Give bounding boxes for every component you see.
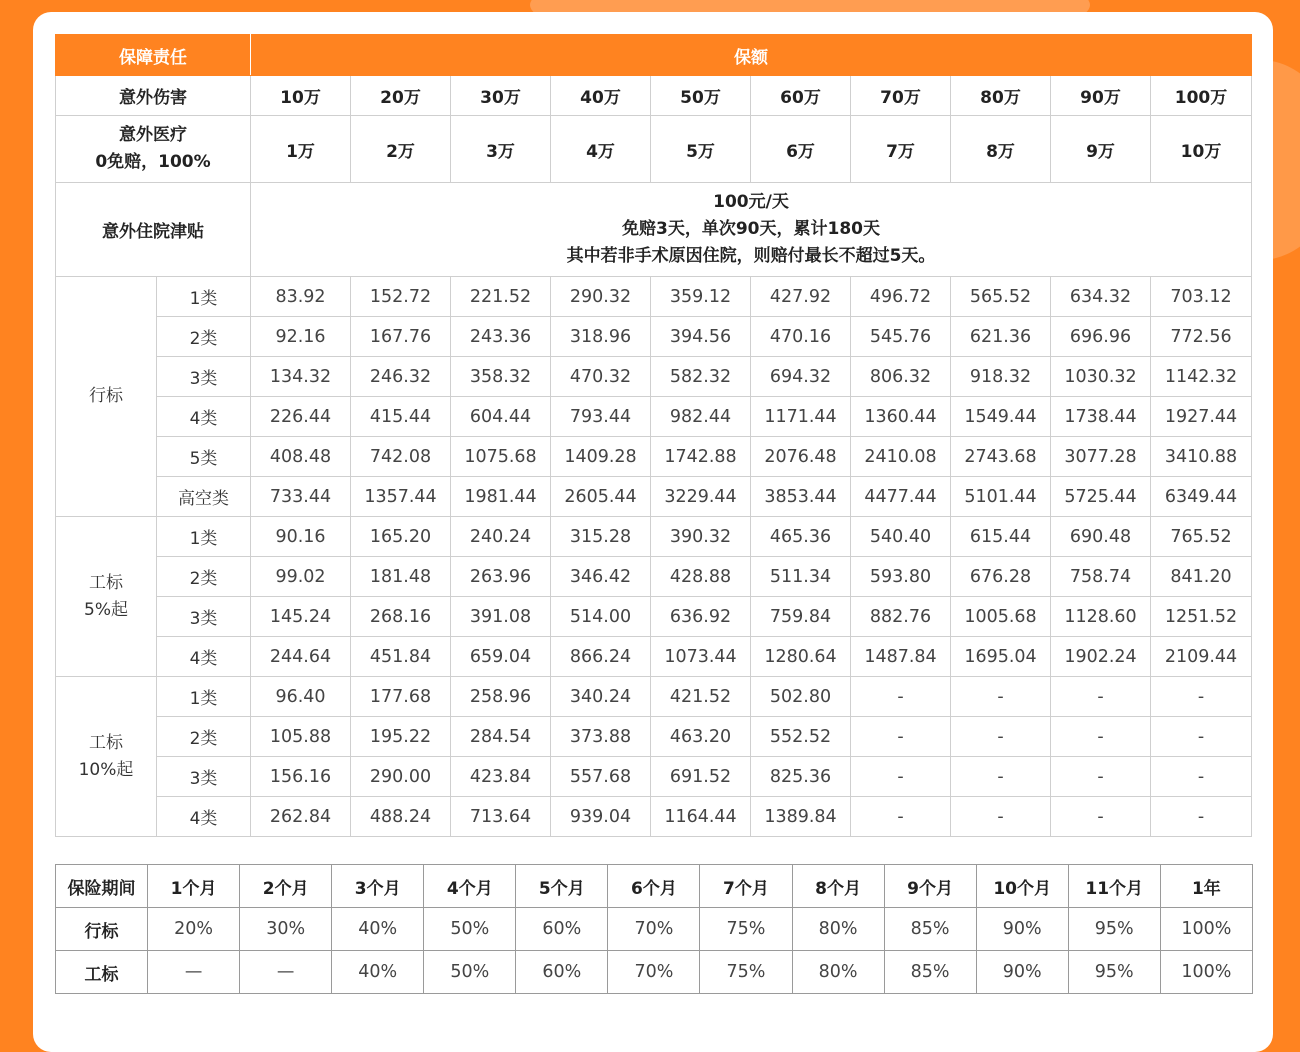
premium-cell: - xyxy=(1151,677,1252,717)
amount-cell: 3万 xyxy=(451,116,551,183)
premium-cell: 463.20 xyxy=(651,717,751,757)
premium-cell: 691.52 xyxy=(651,757,751,797)
premium-cell: 825.36 xyxy=(751,757,851,797)
premium-cell: 1171.44 xyxy=(751,397,851,437)
group-label-line1: 行标 xyxy=(89,386,123,406)
premium-row xyxy=(56,757,1252,797)
amount-cell: 7万 xyxy=(851,116,951,183)
premium-cell: 2076.48 xyxy=(751,437,851,477)
group-label-line2: 5%起 xyxy=(84,599,128,620)
premium-cell: 502.80 xyxy=(751,677,851,717)
occupation-class: 1类 xyxy=(157,517,251,557)
row-label-line2: 0免赔，100% xyxy=(95,152,211,172)
premium-cell: 83.92 xyxy=(251,277,351,317)
premium-cell: 806.32 xyxy=(851,357,951,397)
period-cell: 5个月 xyxy=(516,865,608,908)
premium-cell: 470.16 xyxy=(751,317,851,357)
premium-cell: 340.24 xyxy=(551,677,651,717)
rate-cell: 60% xyxy=(516,951,608,994)
period-cell: 9个月 xyxy=(884,865,976,908)
occupation-class: 2类 xyxy=(157,317,251,357)
premium-cell: 636.92 xyxy=(651,597,751,637)
period-cell: 10个月 xyxy=(976,865,1068,908)
premium-cell: 2743.68 xyxy=(951,437,1051,477)
hospital-allowance-row xyxy=(56,183,1252,277)
rate-cell: 90% xyxy=(976,908,1068,951)
premium-cell: 1251.52 xyxy=(1151,597,1252,637)
accident-injury-row xyxy=(56,76,1252,116)
premium-cell: - xyxy=(851,677,951,717)
rate-cell: 40% xyxy=(332,951,424,994)
premium-row xyxy=(56,317,1252,357)
premium-cell: 488.24 xyxy=(351,797,451,837)
premium-cell: - xyxy=(1151,717,1252,757)
coverage-header: 保障责任 xyxy=(56,35,251,76)
premium-cell: 1142.32 xyxy=(1151,357,1252,397)
premium-cell: 165.20 xyxy=(351,517,451,557)
premium-cell: 2109.44 xyxy=(1151,637,1252,677)
content-card xyxy=(33,12,1273,1052)
premium-cell: 659.04 xyxy=(451,637,551,677)
period-rate-row xyxy=(56,908,1253,951)
premium-cell: 134.32 xyxy=(251,357,351,397)
premium-cell: 765.52 xyxy=(1151,517,1252,557)
premium-cell: 841.20 xyxy=(1151,557,1252,597)
group-label xyxy=(56,277,157,517)
premium-cell: 918.32 xyxy=(951,357,1051,397)
premium-cell: 1487.84 xyxy=(851,637,951,677)
amount-cell: 5万 xyxy=(651,116,751,183)
premium-cell: 465.36 xyxy=(751,517,851,557)
hospital-allowance-detail xyxy=(251,183,1252,277)
premium-cell: 742.08 xyxy=(351,437,451,477)
premium-row xyxy=(56,397,1252,437)
premium-cell: 290.00 xyxy=(351,757,451,797)
amount-cell: 1万 xyxy=(251,116,351,183)
rate-cell: 60% xyxy=(516,908,608,951)
premium-cell: 758.74 xyxy=(1051,557,1151,597)
premium-cell: 690.48 xyxy=(1051,517,1151,557)
premium-row xyxy=(56,717,1252,757)
premium-cell: - xyxy=(951,797,1051,837)
premium-cell: 177.68 xyxy=(351,677,451,717)
premium-cell: 315.28 xyxy=(551,517,651,557)
premium-cell: 415.44 xyxy=(351,397,451,437)
amount-cell: 4万 xyxy=(551,116,651,183)
premium-cell: 565.52 xyxy=(951,277,1051,317)
premium-cell: 346.42 xyxy=(551,557,651,597)
row-label: 意外住院津贴 xyxy=(56,183,251,277)
premium-cell: 290.32 xyxy=(551,277,651,317)
sum-insured-header: 保额 xyxy=(251,35,1252,76)
premium-cell: 1981.44 xyxy=(451,477,551,517)
premium-row xyxy=(56,477,1252,517)
premium-cell: 427.92 xyxy=(751,277,851,317)
period-cell: 6个月 xyxy=(608,865,700,908)
row-label-line1: 意外医疗 xyxy=(119,125,187,145)
occupation-class: 3类 xyxy=(157,597,251,637)
occupation-class: 高空类 xyxy=(157,477,251,517)
premium-cell: 105.88 xyxy=(251,717,351,757)
premium-cell: 939.04 xyxy=(551,797,651,837)
premium-cell: 1902.24 xyxy=(1051,637,1151,677)
amount-cell: 6万 xyxy=(751,116,851,183)
premium-cell: 1357.44 xyxy=(351,477,451,517)
rate-cell: 90% xyxy=(976,951,1068,994)
rate-cell: 95% xyxy=(1068,951,1160,994)
premium-cell: 634.32 xyxy=(1051,277,1151,317)
group-label-line1: 工标 xyxy=(89,572,123,593)
premium-row xyxy=(56,517,1252,557)
group-label-line2: 10%起 xyxy=(78,759,134,780)
premium-cell: 676.28 xyxy=(951,557,1051,597)
premium-cell: 92.16 xyxy=(251,317,351,357)
premium-cell: 5725.44 xyxy=(1051,477,1151,517)
premium-cell: 703.12 xyxy=(1151,277,1252,317)
row-label xyxy=(56,116,251,183)
premium-cell: 982.44 xyxy=(651,397,751,437)
rate-cell: — xyxy=(148,951,240,994)
premium-cell: 226.44 xyxy=(251,397,351,437)
premium-cell: 4477.44 xyxy=(851,477,951,517)
premium-cell: 793.44 xyxy=(551,397,651,437)
period-header-row xyxy=(56,865,1253,908)
premium-cell: 772.56 xyxy=(1151,317,1252,357)
premium-cell: 3410.88 xyxy=(1151,437,1252,477)
premium-cell: 1742.88 xyxy=(651,437,751,477)
premium-cell: - xyxy=(1051,757,1151,797)
premium-cell: 1073.44 xyxy=(651,637,751,677)
accident-medical-row xyxy=(56,116,1252,183)
amount-cell: 20万 xyxy=(351,76,451,116)
amount-cell: 80万 xyxy=(951,76,1051,116)
premium-cell: - xyxy=(1151,757,1252,797)
premium-row xyxy=(56,277,1252,317)
premium-cell: 243.36 xyxy=(451,317,551,357)
premium-cell: 1030.32 xyxy=(1051,357,1151,397)
premium-cell: 258.96 xyxy=(451,677,551,717)
premium-cell: 6349.44 xyxy=(1151,477,1252,517)
rate-cell: 20% xyxy=(148,908,240,951)
occupation-class: 3类 xyxy=(157,757,251,797)
premium-cell: 244.64 xyxy=(251,637,351,677)
rate-cell: 85% xyxy=(884,908,976,951)
group-label xyxy=(56,677,157,837)
rate-cell: 50% xyxy=(424,951,516,994)
premium-cell: 3853.44 xyxy=(751,477,851,517)
occupation-class: 1类 xyxy=(157,277,251,317)
premium-cell: 1927.44 xyxy=(1151,397,1252,437)
premium-cell: - xyxy=(851,797,951,837)
period-cell: 3个月 xyxy=(332,865,424,908)
premium-cell: 1738.44 xyxy=(1051,397,1151,437)
detail-line: 免赔3天，单次90天，累计180天 xyxy=(622,219,880,239)
premium-cell: 96.40 xyxy=(251,677,351,717)
premium-cell: 733.44 xyxy=(251,477,351,517)
row-label: 工标 xyxy=(56,951,148,994)
premium-row xyxy=(56,597,1252,637)
premium-cell: 246.32 xyxy=(351,357,451,397)
premium-cell: 696.96 xyxy=(1051,317,1151,357)
row-label: 行标 xyxy=(56,908,148,951)
period-cell: 1个月 xyxy=(148,865,240,908)
premium-cell: 318.96 xyxy=(551,317,651,357)
occupation-class: 5类 xyxy=(157,437,251,477)
premium-cell: 557.68 xyxy=(551,757,651,797)
amount-cell: 60万 xyxy=(751,76,851,116)
amount-cell: 10万 xyxy=(251,76,351,116)
premium-cell: 90.16 xyxy=(251,517,351,557)
premium-cell: 759.84 xyxy=(751,597,851,637)
premium-cell: - xyxy=(851,717,951,757)
premium-cell: 390.32 xyxy=(651,517,751,557)
premium-cell: 408.48 xyxy=(251,437,351,477)
group-label-line1: 工标 xyxy=(89,732,123,753)
amount-cell: 8万 xyxy=(951,116,1051,183)
premium-cell: 713.64 xyxy=(451,797,551,837)
coverage-premium-table xyxy=(55,34,1252,837)
occupation-class: 4类 xyxy=(157,637,251,677)
period-cell: 2个月 xyxy=(240,865,332,908)
premium-cell: 1128.60 xyxy=(1051,597,1151,637)
amount-cell: 10万 xyxy=(1151,116,1252,183)
row-label: 意外伤害 xyxy=(56,76,251,116)
premium-cell: 263.96 xyxy=(451,557,551,597)
rate-cell: 50% xyxy=(424,908,516,951)
premium-cell: 866.24 xyxy=(551,637,651,677)
amount-cell: 90万 xyxy=(1051,76,1151,116)
premium-row xyxy=(56,557,1252,597)
premium-cell: 195.22 xyxy=(351,717,451,757)
rate-cell: 70% xyxy=(608,951,700,994)
period-cell: 8个月 xyxy=(792,865,884,908)
premium-cell: 540.40 xyxy=(851,517,951,557)
premium-cell: - xyxy=(1151,797,1252,837)
occupation-class: 3类 xyxy=(157,357,251,397)
premium-cell: 391.08 xyxy=(451,597,551,637)
rate-cell: 75% xyxy=(700,951,792,994)
premium-cell: 582.32 xyxy=(651,357,751,397)
rate-cell: 30% xyxy=(240,908,332,951)
premium-row xyxy=(56,357,1252,397)
rate-cell: 100% xyxy=(1160,908,1252,951)
premium-cell: 152.72 xyxy=(351,277,451,317)
premium-cell: 156.16 xyxy=(251,757,351,797)
premium-cell: 145.24 xyxy=(251,597,351,637)
premium-row xyxy=(56,437,1252,477)
premium-rows xyxy=(56,277,1252,837)
amount-cell: 70万 xyxy=(851,76,951,116)
amount-cell: 30万 xyxy=(451,76,551,116)
premium-cell: 1280.64 xyxy=(751,637,851,677)
premium-cell: 2605.44 xyxy=(551,477,651,517)
premium-cell: 694.32 xyxy=(751,357,851,397)
premium-cell: 604.44 xyxy=(451,397,551,437)
rate-cell: 85% xyxy=(884,951,976,994)
premium-cell: 5101.44 xyxy=(951,477,1051,517)
premium-cell: - xyxy=(851,757,951,797)
detail-line: 其中若非手术原因住院，则赔付最长不超过5天。 xyxy=(566,246,936,266)
premium-cell: 514.00 xyxy=(551,597,651,637)
premium-cell: 1164.44 xyxy=(651,797,751,837)
premium-cell: - xyxy=(1051,677,1151,717)
premium-cell: 451.84 xyxy=(351,637,451,677)
premium-cell: - xyxy=(1051,717,1151,757)
premium-cell: 359.12 xyxy=(651,277,751,317)
premium-cell: 593.80 xyxy=(851,557,951,597)
premium-cell: 621.36 xyxy=(951,317,1051,357)
premium-cell: 423.84 xyxy=(451,757,551,797)
rate-cell: — xyxy=(240,951,332,994)
premium-cell: 240.24 xyxy=(451,517,551,557)
premium-cell: 1409.28 xyxy=(551,437,651,477)
premium-cell: 1549.44 xyxy=(951,397,1051,437)
group-label xyxy=(56,517,157,677)
premium-cell: - xyxy=(951,757,1051,797)
premium-cell: 1389.84 xyxy=(751,797,851,837)
premium-cell: 284.54 xyxy=(451,717,551,757)
premium-cell: 373.88 xyxy=(551,717,651,757)
detail-line: 100元/天 xyxy=(713,192,789,212)
period-cell: 1年 xyxy=(1160,865,1252,908)
table-header-row xyxy=(56,35,1252,76)
period-header-label: 保险期间 xyxy=(56,865,148,908)
premium-cell: 552.52 xyxy=(751,717,851,757)
amount-cell: 9万 xyxy=(1051,116,1151,183)
premium-cell: 2410.08 xyxy=(851,437,951,477)
premium-cell: 1005.68 xyxy=(951,597,1051,637)
amount-cell: 50万 xyxy=(651,76,751,116)
premium-cell: 3229.44 xyxy=(651,477,751,517)
rate-cell: 40% xyxy=(332,908,424,951)
insurance-period-table xyxy=(55,864,1253,994)
amount-cell: 40万 xyxy=(551,76,651,116)
premium-cell: 99.02 xyxy=(251,557,351,597)
premium-row xyxy=(56,677,1252,717)
premium-cell: 262.84 xyxy=(251,797,351,837)
occupation-class: 1类 xyxy=(157,677,251,717)
amount-cell: 100万 xyxy=(1151,76,1252,116)
occupation-class: 4类 xyxy=(157,397,251,437)
premium-cell: 470.32 xyxy=(551,357,651,397)
premium-cell: 421.52 xyxy=(651,677,751,717)
premium-cell: 428.88 xyxy=(651,557,751,597)
rate-cell: 75% xyxy=(700,908,792,951)
premium-row xyxy=(56,797,1252,837)
premium-cell: 511.34 xyxy=(751,557,851,597)
period-cell: 11个月 xyxy=(1068,865,1160,908)
premium-cell: 1695.04 xyxy=(951,637,1051,677)
period-cell: 7个月 xyxy=(700,865,792,908)
premium-row xyxy=(56,637,1252,677)
rate-cell: 80% xyxy=(792,951,884,994)
premium-cell: 394.56 xyxy=(651,317,751,357)
occupation-class: 2类 xyxy=(157,717,251,757)
premium-cell: 1360.44 xyxy=(851,397,951,437)
rate-cell: 70% xyxy=(608,908,700,951)
premium-cell: 1075.68 xyxy=(451,437,551,477)
premium-cell: - xyxy=(1051,797,1151,837)
period-cell: 4个月 xyxy=(424,865,516,908)
premium-cell: 358.32 xyxy=(451,357,551,397)
occupation-class: 2类 xyxy=(157,557,251,597)
amount-cell: 2万 xyxy=(351,116,451,183)
premium-cell: 221.52 xyxy=(451,277,551,317)
premium-cell: 3077.28 xyxy=(1051,437,1151,477)
premium-cell: 167.76 xyxy=(351,317,451,357)
rate-cell: 100% xyxy=(1160,951,1252,994)
premium-cell: 545.76 xyxy=(851,317,951,357)
premium-cell: 615.44 xyxy=(951,517,1051,557)
premium-cell: - xyxy=(951,677,1051,717)
period-rate-row xyxy=(56,951,1253,994)
premium-cell: 496.72 xyxy=(851,277,951,317)
rate-cell: 80% xyxy=(792,908,884,951)
premium-cell: - xyxy=(951,717,1051,757)
premium-cell: 268.16 xyxy=(351,597,451,637)
rate-cell: 95% xyxy=(1068,908,1160,951)
occupation-class: 4类 xyxy=(157,797,251,837)
premium-cell: 181.48 xyxy=(351,557,451,597)
premium-cell: 882.76 xyxy=(851,597,951,637)
